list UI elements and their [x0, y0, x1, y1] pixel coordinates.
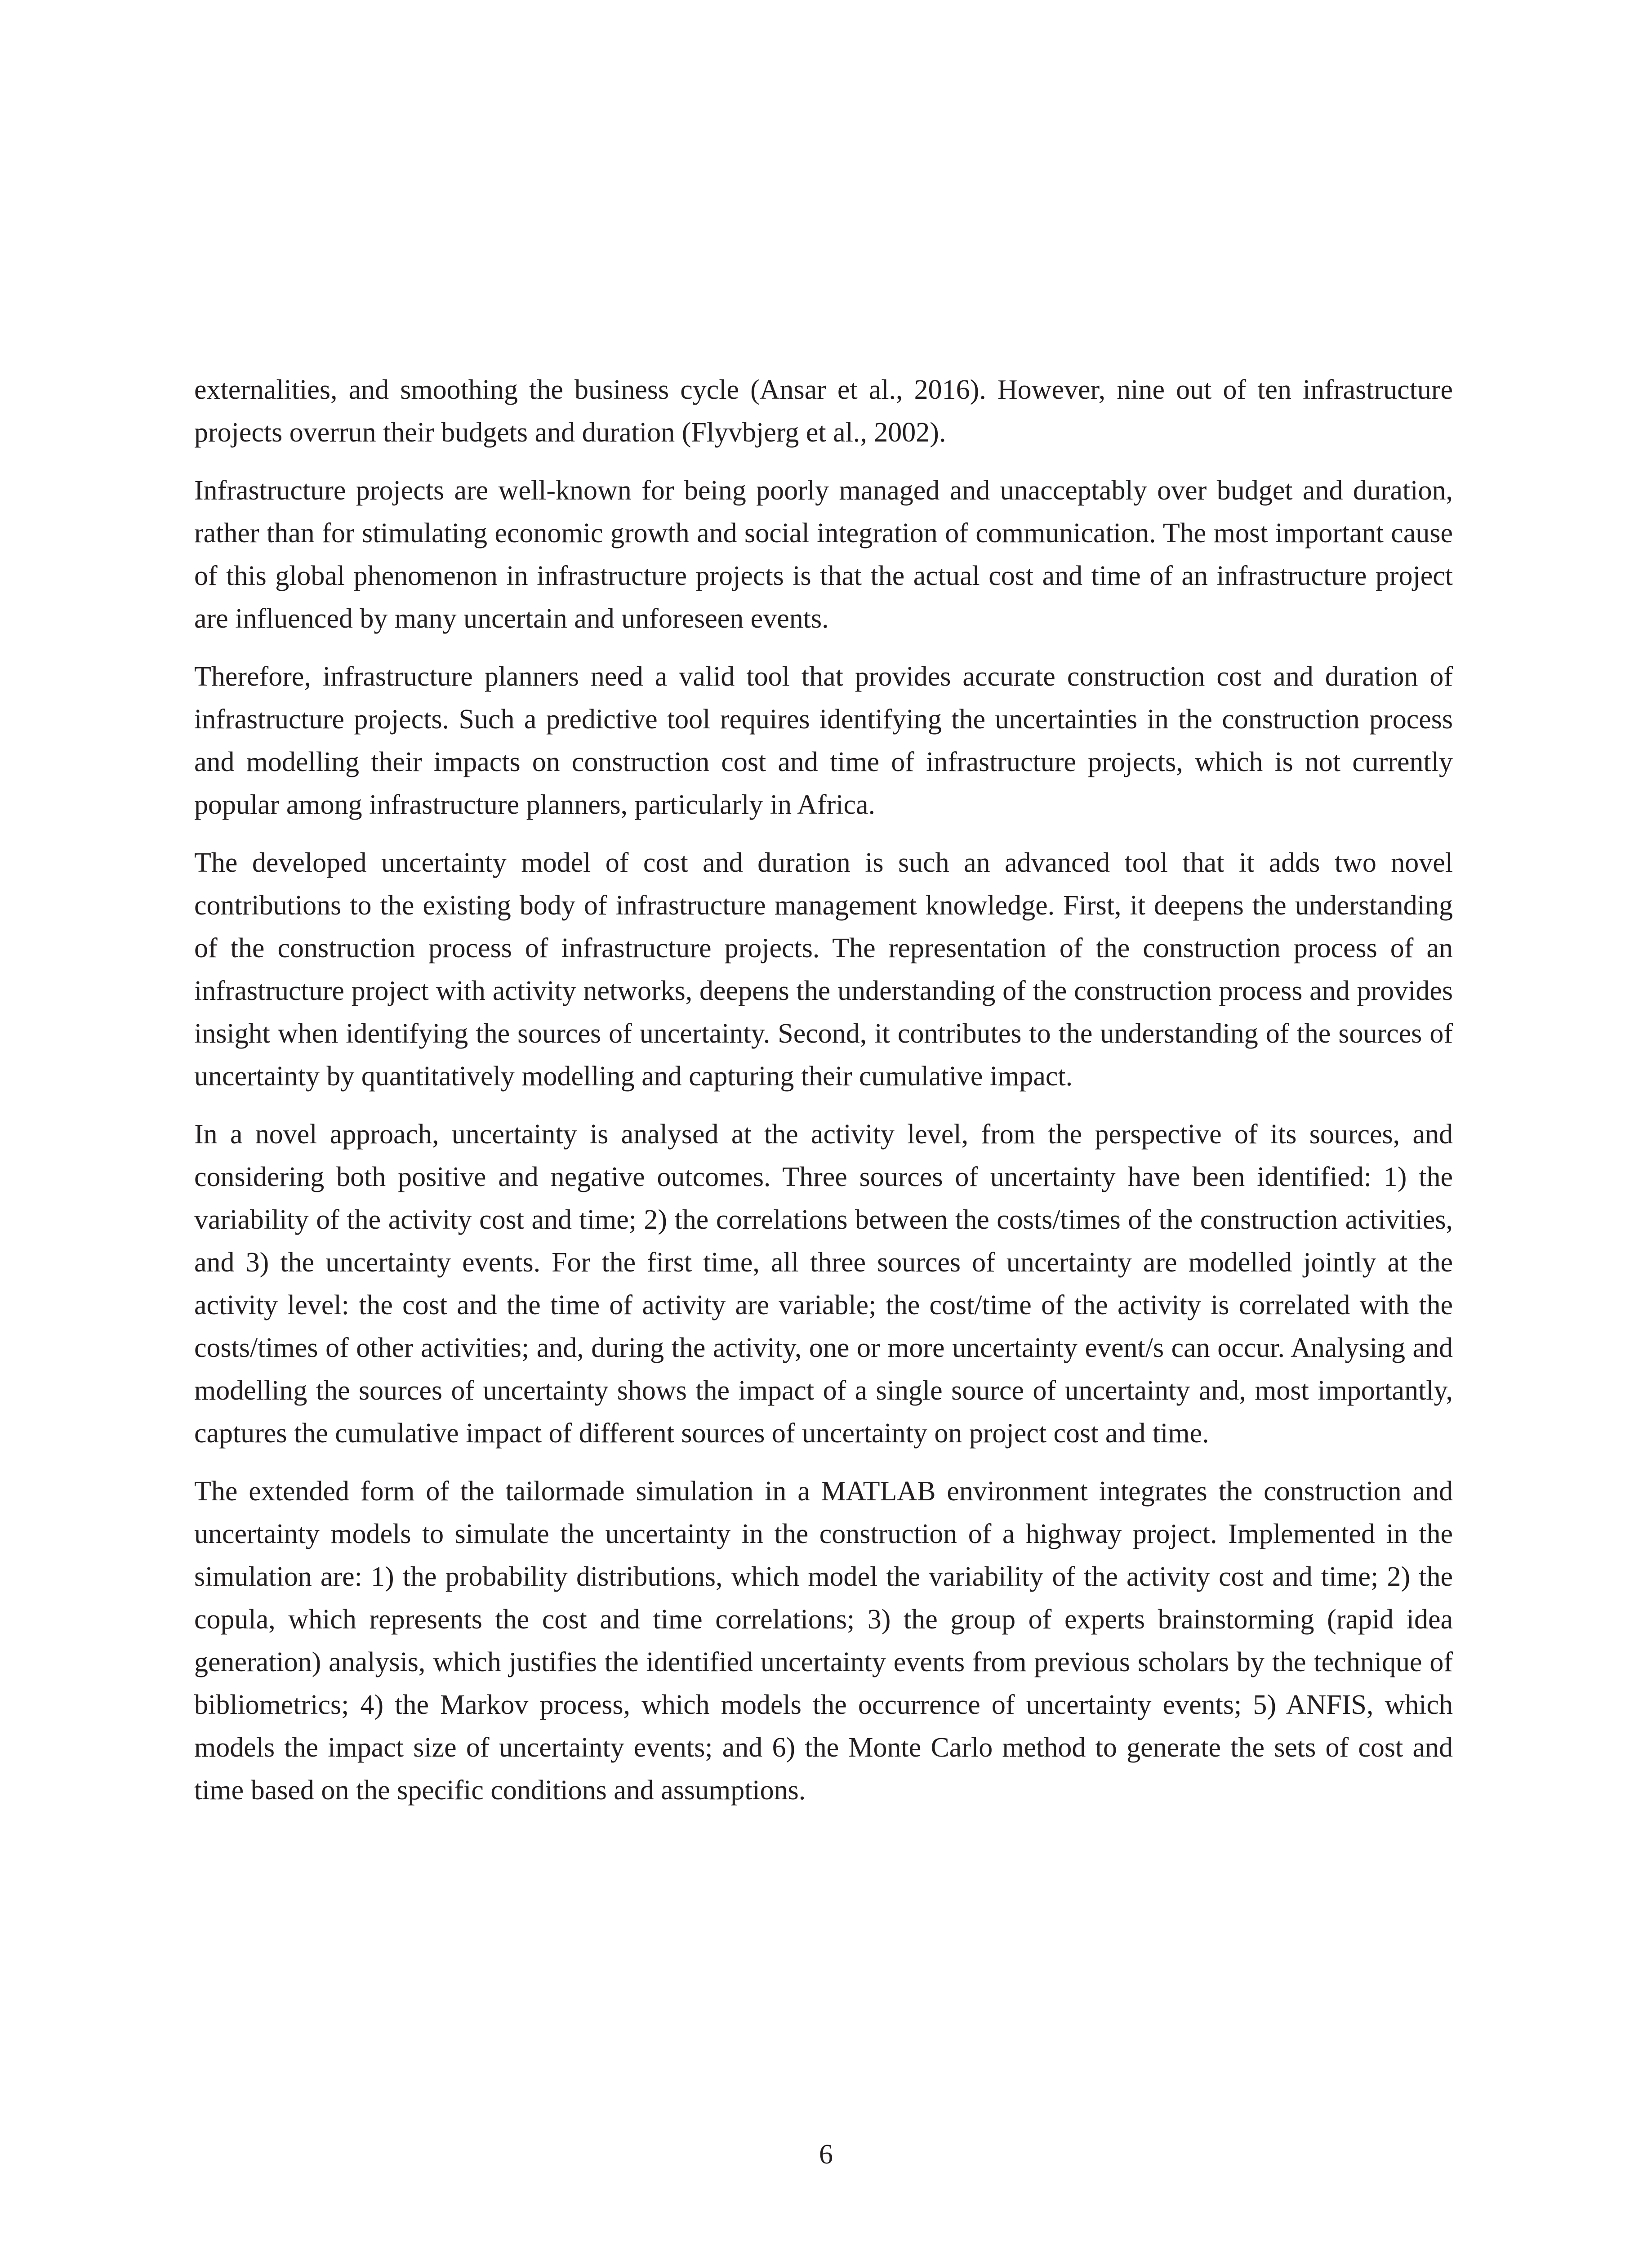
paragraph-4: The developed uncertainty model of cost and duration is such an advanced tool that it adds two novel contributions to the existing body of infrastructure management knowledge. First, it deepens the understanding of the construction process of infrastructure projects. The representation of the construction process of an infrastructure project with activity networks, deepens the understanding of the construction process and provides insight when identifying the sources of uncertainty. Second, it contributes to the understanding of the sources of uncertainty by quantitatively modelling and capturing their cumulative impact. [194, 847, 1453, 1092]
paragraph-1: externalities, and smoothing the business cycle (Ansar et al., 2016). However, nine out of ten infrastructure projects overrun their budgets and duration (Flyvbjerg et al., 2002). [194, 375, 1453, 448]
paragraph-6: The extended form of the tailormade simulation in a MATLAB environment integrates the construction and uncertainty models to simulate the uncertainty in the construction of a highway project. Implemented in the simulation are: 1) the probability distributions, which model the variability of the activity cost and time; 2) the copula, which represents the cost and time correlations; 3) the group of experts brainstorming (rapid idea generation) analysis, which justifies the identified uncertainty events from previous scholars by the technique of bibliometrics; 4) the Markov process, which models the occurrence of uncertainty events; 5) ANFIS, which models the impact size of uncertainty events; and 6) the Monte Carlo method to generate the sets of cost and time based on the specific conditions and assumptions. [194, 1476, 1453, 1806]
page-number: 6 [819, 2139, 833, 2170]
paragraph-3: Therefore, infrastructure planners need a valid tool that provides accurate construction cost and duration of infrastructure projects. Such a predictive tool requires identifying the uncertainties in the construction process and modelling their impacts on construction cost and time of infrastructure projects, which is not currently popular among infrastructure planners, particularly in Africa. [194, 661, 1453, 820]
paragraph-5: In a novel approach, uncertainty is analysed at the activity level, from the perspective of its sources, and considering both positive and negative outcomes. Three sources of uncertainty have been identified: 1) the variability of the activity cost and time; 2) the correlations between the costs/times of the construction activities, and 3) the uncertainty events. For the first time, all three sources of uncertainty are modelled jointly at the activity level: the cost and the time of activity are variable; the cost/time of the activity is correlated with the costs/times of other activities; and, during the activity, one or more uncertainty event/s can occur. Analysing and modelling the sources of uncertainty shows the impact of a single source of uncertainty and, most importantly, captures the cumulative impact of different sources of uncertainty on project cost and time. [194, 1119, 1453, 1449]
body-text [194, 369, 1453, 1827]
paragraph-2: Infrastructure projects are well-known for being poorly managed and unacceptably over budget and duration, rather than for stimulating economic growth and social integration of communication. The most important cause of this global phenomenon in infrastructure projects is that the actual cost and time of an infrastructure project are influenced by many uncertain and unforeseen events. [194, 475, 1453, 634]
